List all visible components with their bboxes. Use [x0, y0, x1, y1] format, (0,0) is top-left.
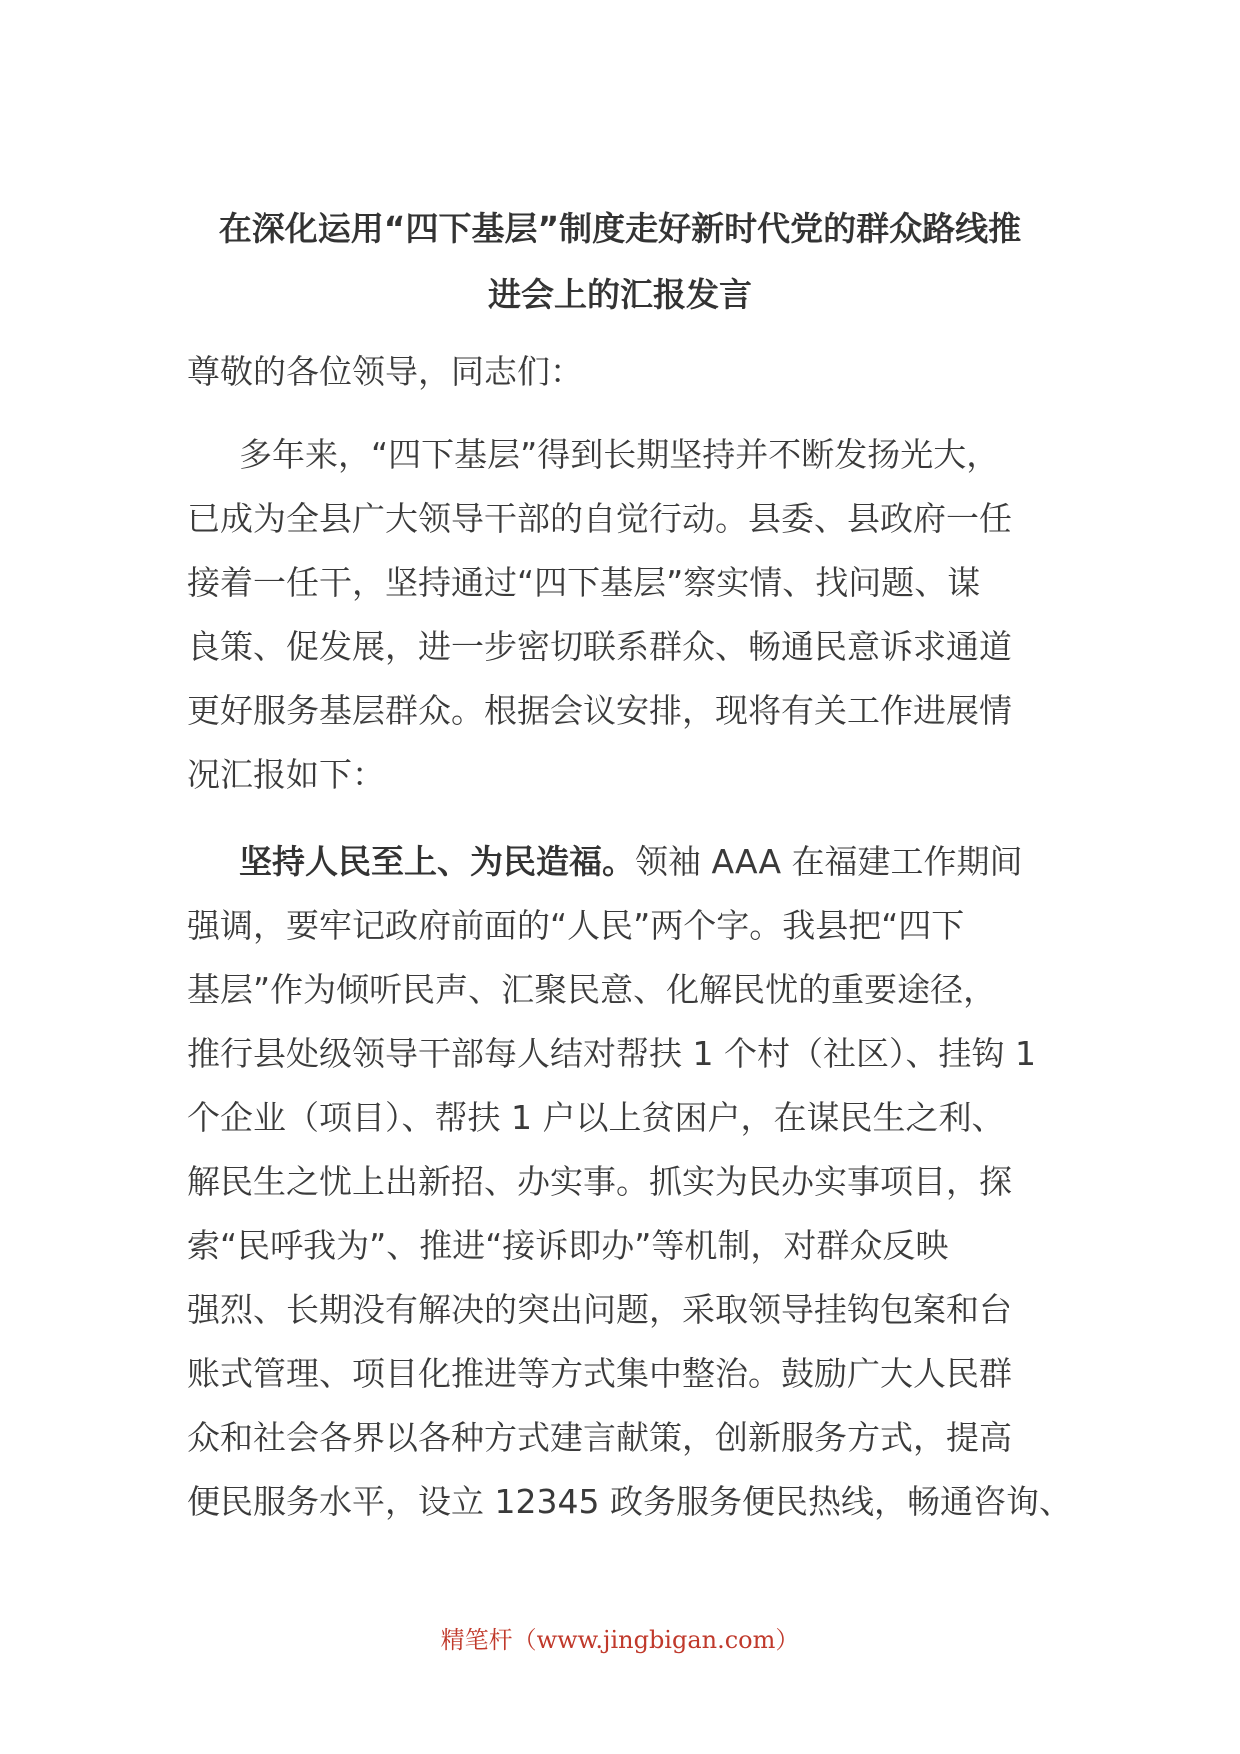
paragraph-line: 况汇报如下： [187, 755, 385, 794]
paragraph-line: 索“民呼我为”、推进“接诉即办”等机制，对群众反映 [187, 1226, 949, 1265]
paragraph-line: 良策、促发展，进一步密切联系群众、畅通民意诉求通道 [187, 627, 1012, 666]
paragraph-line: 更好服务基层群众。根据会议安排，现将有关工作进展情 [187, 691, 1012, 730]
title-line: 进会上的汇报发言 [488, 275, 752, 314]
paragraph-line [187, 830, 1057, 894]
paragraph-line: 众和社会各界以各种方式建言献策，创新服务方式，提高 [187, 1418, 1012, 1457]
title-line: 在深化运用“四下基层”制度走好新时代党的群众路线推 [218, 209, 1022, 248]
paragraph-line-rest: 领袖 AAA 在福建工作期间 [635, 842, 1023, 881]
paragraph-line: 便民服务水平，设立 12345 政务服务便民热线，畅通咨询、 [187, 1482, 1072, 1521]
paragraph-line: 已成为全县广大领导干部的自觉行动。县委、县政府一任 [187, 499, 1012, 538]
paragraph-line: 强烈、长期没有解决的突出问题，采取领导挂钩包案和台 [187, 1290, 1012, 1329]
paragraph-line: 多年来，“四下基层”得到长期坚持并不断发扬光大， [239, 435, 1000, 474]
salutation: 尊敬的各位领导，同志们： [187, 352, 583, 391]
paragraph-line: 接着一任干，坚持通过“四下基层”察实情、找问题、谋 [187, 563, 981, 602]
paragraph-line: 基层”作为倾听民声、汇聚民意、化解民忧的重要途径， [187, 970, 997, 1009]
paragraph-line: 账式管理、项目化推进等方式集中整治。鼓励广大人民群 [187, 1354, 1012, 1393]
paragraph-line: 个企业（项目）、帮扶 1 户以上贫困户，在谋民生之利、 [187, 1098, 1005, 1137]
footer-watermark: 精笔杆（www.jingbigan.com） [440, 1626, 800, 1654]
paragraph-people-first [187, 830, 1072, 1534]
document-title [160, 196, 1080, 328]
paragraph-intro [187, 423, 1057, 807]
paragraph-lead-heading: 坚持人民至上、为民造福。 [239, 842, 635, 881]
paragraph-line: 推行县处级领导干部每人结对帮扶 1 个村（社区）、挂钩 1 [187, 1034, 1036, 1073]
paragraph-line: 强调，要牢记政府前面的“人民”两个字。我县把“四下 [187, 906, 965, 945]
paragraph-line: 解民生之忧上出新招、办实事。抓实为民办实事项目，探 [187, 1162, 1012, 1201]
